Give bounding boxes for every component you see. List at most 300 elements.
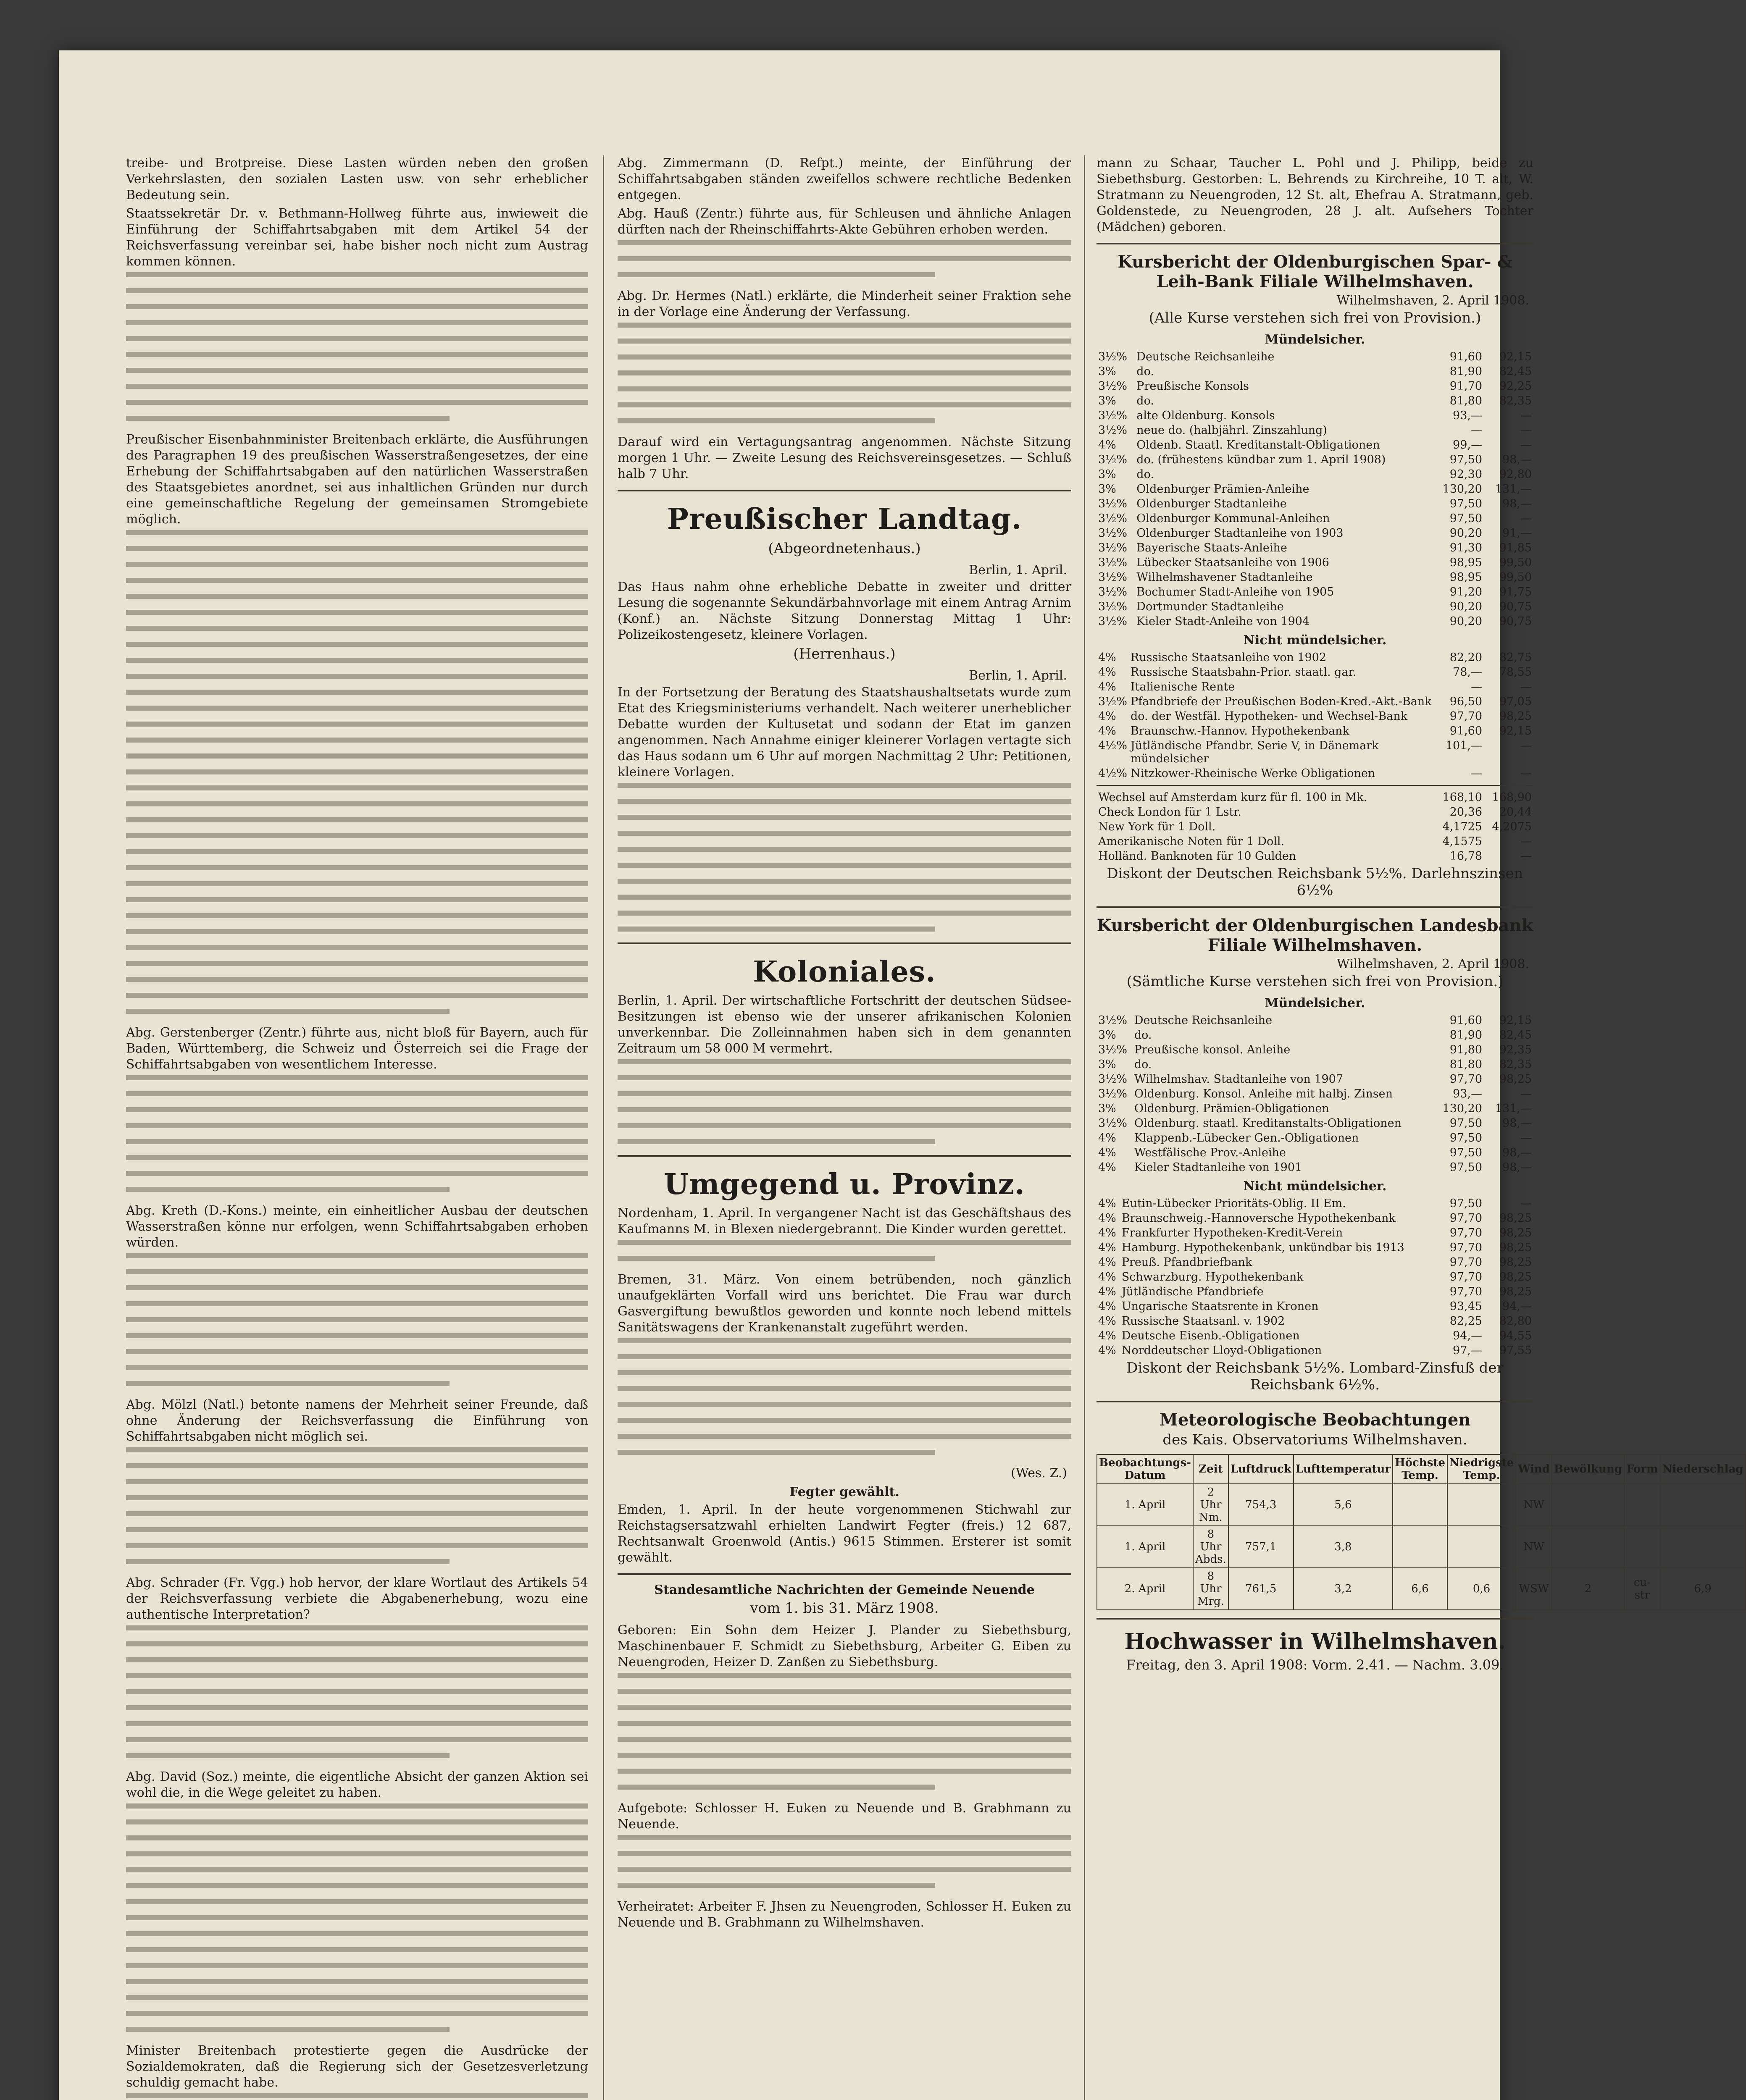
security-name-cell: Italienische Rente <box>1131 680 1235 693</box>
bid-price-cell: 168,10 <box>1442 791 1482 804</box>
subsection-heading: (Herrenhaus.) <box>793 646 896 662</box>
column-rule <box>1084 155 1085 2100</box>
bid-price-cell: 91,60 <box>1449 1014 1482 1027</box>
ask-price-cell: 98,25 <box>1499 1226 1532 1239</box>
article-paragraph: Abg. Schrader (Fr. Vgg.) hob hervor, der klare Wortlaut des Artikels 54 der Reichsverfassung verbiete die Abgabenerhebung, wozu eine authentische Interpretation? <box>126 1575 588 1622</box>
table-row <box>1097 1116 1533 1131</box>
weather-subtitle: des Kais. Observatoriums Wilhelmshaven. <box>1162 1431 1467 1448</box>
rate-cell: 4% <box>1098 1285 1116 1298</box>
bid-price-cell: 91,60 <box>1449 350 1482 363</box>
article-paragraph: Abg. Mölzl (Natl.) betonte namens der Mehrheit seiner Freunde, daß ohne Änderung der Reichsverfassung die Einführung von Schiffahrtsabgaben nicht möglich sei. <box>126 1397 588 1444</box>
weather-cell: 0,6 <box>1447 1568 1516 1610</box>
bid-price-cell: 78,— <box>1453 666 1482 679</box>
weather-column-header: Form <box>1624 1454 1660 1484</box>
weather-cell: 1. April <box>1097 1526 1193 1568</box>
security-name-cell: Frankfurter Hypotheken-Kredit-Verein <box>1121 1226 1343 1239</box>
registry-banns: Aufgebote: Schlosser H. Euken zu Neuende und B. Grabhmann zu Neuende. <box>618 1801 1071 1832</box>
ask-price-cell: 90,75 <box>1499 615 1532 628</box>
table-row <box>1097 526 1533 541</box>
rate-cell: 3½% <box>1098 409 1128 422</box>
source-signature: (Wes. Z.) <box>1011 1466 1067 1480</box>
weather-cell: 1. April <box>1097 1484 1193 1526</box>
table-row <box>1097 555 1533 570</box>
bid-price-cell: 81,80 <box>1449 394 1482 407</box>
bid-price-cell: 90,20 <box>1449 527 1482 540</box>
section-divider <box>1097 243 1533 244</box>
article-paragraph: Abg. Gerstenberger (Zentr.) führte aus, nicht bloß für Bayern, auch für Baden, Württemberg, die Schweiz und Österreich sei die Frage der Schiffahrtsabgaben von wesentlichem Interesse. <box>126 1025 588 1072</box>
table-row <box>1097 496 1533 511</box>
security-name-cell: Deutsche Reichsanleihe <box>1136 350 1275 363</box>
ask-price-cell: 78,55 <box>1499 666 1532 679</box>
ask-price-cell: 82,45 <box>1499 1029 1532 1042</box>
table-row <box>1097 1160 1533 1175</box>
table-row <box>1097 452 1533 467</box>
high-water-title: Hochwasser in Wilhelmshaven. <box>1124 1629 1506 1654</box>
article-paragraph: Minister Breitenbach protestierte gegen die Ausdrücke der Sozialdemokraten, daß die Regierung sich der Gesetzesverletzung schuldig gemacht habe. <box>126 2043 588 2090</box>
security-name-cell: Klappenb.-Lübecker Gen.-Obligationen <box>1134 1131 1359 1144</box>
bid-price-cell: 99,— <box>1453 438 1482 452</box>
table-row <box>1097 1343 1533 1358</box>
bid-price-cell: — <box>1471 424 1482 437</box>
security-name-cell: Preußische Konsols <box>1136 380 1249 393</box>
article-paragraph: Emden, 1. April. In der heute vorgenommenen Stichwahl zur Reichstagsersatzwahl erhielten Landwirt Fegter (freis.) 12 687, Rechtsanwalt Groenwold (Antis.) 9615 Stimmen. Ersterer ist somit gewählt. <box>618 1502 1071 1565</box>
table-row <box>1097 724 1533 738</box>
security-name-cell: do. <box>1134 1029 1152 1042</box>
rate-cell: 3½% <box>1098 1087 1128 1100</box>
bid-price-cell: 91,20 <box>1449 585 1482 598</box>
security-name-cell: Deutsche Eisenb.-Obligationen <box>1121 1329 1300 1342</box>
bid-price-cell: 93,— <box>1453 409 1482 422</box>
table-row <box>1097 1101 1533 1116</box>
article-paragraph: Preußischer Eisenbahnminister Breitenbach erklärte, die Ausführungen des Paragraphen 19 des preußischen Wasserstraßengesetzes, der eine Erhebung der Schiffahrtsabgaben auf den natürlichen Wasserstraßen des Staatsgebietes anordnet, sei aus inhaltlichen Gründen nur durch eine gemeinschaftliche Regelung der gemeinsamen Stromgebiete möglich. <box>126 432 588 527</box>
table-row <box>1097 680 1533 694</box>
rate-cell: 4% <box>1098 1146 1116 1159</box>
ask-price-cell: 98,25 <box>1499 1212 1532 1225</box>
ask-price-cell: 20,44 <box>1499 806 1532 819</box>
article-paragraph: treibe- und Brotpreise. Diese Lasten würden neben den großen Verkehrslasten, den sozialen Lasten usw. von sehr erheblicher Bedeutung sein. <box>126 156 588 202</box>
article-paragraph: Abg. Dr. Hermes (Natl.) erklärte, die Minderheit seiner Fraktion sehe in der Vorlage eine Änderung der Verfassung. <box>618 289 1071 319</box>
commission-note: (Alle Kurse verstehen sich frei von Provision.) <box>1149 310 1481 326</box>
table-row <box>1097 1087 1533 1101</box>
ask-price-cell: 90,75 <box>1499 600 1532 613</box>
table-row <box>1097 1284 1533 1299</box>
column-1 <box>126 155 588 2100</box>
security-name-cell: do. <box>1134 1058 1152 1071</box>
weather-cell <box>1552 1526 1624 1568</box>
table-row <box>1097 766 1533 781</box>
section-heading-landtag: Preußischer Landtag. <box>667 502 1022 536</box>
rate-cell: 4½% <box>1098 739 1128 752</box>
ask-price-cell: 92,15 <box>1499 1014 1532 1027</box>
security-name-cell: Holländ. Banknoten für 10 Gulden <box>1098 850 1296 863</box>
rate-cell: 3% <box>1098 1102 1116 1115</box>
security-name-cell: Pfandbriefe der Preußischen Boden-Kred.-Akt.-Bank <box>1131 695 1432 708</box>
rate-cell: 3% <box>1098 394 1116 407</box>
security-name-cell: Wilhelmshavener Stadtanleihe <box>1136 571 1313 584</box>
registry-births: Geboren: Ein Sohn dem Heizer J. Plander zu Siebethsburg, Maschinenbauer F. Schmidt zu Siebethsburg, Arbeiter G. Eiben zu Neuengroden, Heizer D. Zanßen zu Siebethsburg. <box>618 1623 1071 1670</box>
weather-cell: 757,1 <box>1228 1526 1294 1568</box>
bid-price-cell: 97,70 <box>1449 1270 1482 1284</box>
bid-price-cell: 97,70 <box>1449 1256 1482 1269</box>
table-row <box>1097 408 1533 423</box>
text-lines <box>126 1625 588 1758</box>
dateline: Berlin, 1. April. <box>969 563 1067 578</box>
rate-cell: 3½% <box>1098 1014 1128 1027</box>
security-name-cell: Kieler Stadt-Anleihe von 1904 <box>1136 615 1310 628</box>
bid-price-cell: 97,50 <box>1449 1117 1482 1130</box>
rate-cell: 4% <box>1098 1226 1116 1239</box>
bid-price-cell: 97,50 <box>1449 1146 1482 1159</box>
security-name-cell: Oldenburg. Konsol. Anleihe mit halbj. Zinsen <box>1134 1087 1393 1100</box>
table-row <box>1097 1028 1533 1042</box>
security-name-cell: Oldenburg. staatl. Kreditanstalts-Obligationen <box>1134 1117 1402 1130</box>
weather-cell <box>1660 1526 1746 1568</box>
ask-price-cell: — <box>1520 1197 1532 1210</box>
security-name-cell: Russische Staatsbahn-Prior. staatl. gar. <box>1131 666 1357 679</box>
weather-table <box>1097 1454 1746 1610</box>
ask-price-cell: — <box>1520 1087 1532 1100</box>
table-row <box>1097 1328 1533 1343</box>
ask-price-cell: 98,25 <box>1499 1256 1532 1269</box>
table-row <box>1097 1568 1746 1610</box>
security-name-cell: Hamburg. Hypothekenbank, unkündbar bis 1913 <box>1121 1241 1404 1254</box>
table-row <box>1097 1013 1533 1028</box>
table-section-heading: Nicht mündelsicher. <box>1243 1179 1387 1194</box>
ask-price-cell: 98,25 <box>1499 1241 1532 1254</box>
rates-table <box>1097 1196 1533 1358</box>
security-name-cell: Wechsel auf Amsterdam kurz für fl. 100 in Mk. <box>1098 791 1367 804</box>
newspaper-page <box>59 50 1743 2100</box>
ask-price-cell: 98,25 <box>1499 1285 1532 1298</box>
discount-note: Diskont der Reichsbank 5½%. Lombard-Zinsfuß der Reichsbank 6½%. <box>1126 1360 1504 1393</box>
bid-price-cell: 101,— <box>1445 739 1482 752</box>
section-divider <box>618 942 1071 944</box>
rate-cell: 4% <box>1098 710 1116 723</box>
table-row <box>1097 1484 1746 1526</box>
table-row <box>1097 819 1533 834</box>
rate-cell: 4% <box>1098 666 1116 679</box>
bid-price-cell: 16,78 <box>1449 850 1482 863</box>
weather-cell <box>1393 1526 1447 1568</box>
discount-note: Diskont der Deutschen Reichsbank 5½%. Darlehnszinsen 6½% <box>1107 865 1523 899</box>
ask-price-cell: 92,25 <box>1499 380 1532 393</box>
weather-cell: 6,9 <box>1660 1568 1746 1610</box>
table-row <box>1097 1526 1746 1568</box>
bid-price-cell: 90,20 <box>1449 600 1482 613</box>
ask-price-cell: — <box>1520 767 1532 780</box>
rate-cell: 3½% <box>1098 380 1128 393</box>
security-name-cell: Russische Staatsanl. v. 1902 <box>1121 1315 1285 1328</box>
bid-price-cell: 20,36 <box>1449 806 1482 819</box>
column-rule <box>603 155 604 2100</box>
table-row <box>1097 1042 1533 1057</box>
table-row <box>1097 614 1533 629</box>
rate-cell: 4% <box>1098 1270 1116 1284</box>
dateline: Berlin, 1. April. <box>969 668 1067 683</box>
column-3 <box>1097 155 1743 2100</box>
text-lines <box>126 2093 588 2100</box>
bid-price-cell: 97,50 <box>1449 1161 1482 1174</box>
section-heading-koloniales: Koloniales. <box>753 955 936 989</box>
table-row <box>1097 1211 1533 1226</box>
rates-table <box>1097 650 1533 781</box>
ask-price-cell: 82,75 <box>1499 651 1532 664</box>
weather-cell <box>1447 1526 1516 1568</box>
rate-cell: 3½% <box>1098 571 1128 584</box>
table-row <box>1097 364 1533 379</box>
bid-price-cell: 97,50 <box>1449 453 1482 466</box>
security-name-cell: Oldenburger Kommunal-Anleihen <box>1136 512 1330 525</box>
rate-cell: 4% <box>1098 438 1116 452</box>
table-row <box>1097 379 1533 394</box>
ask-price-cell: 82,45 <box>1499 365 1532 378</box>
bid-price-cell: — <box>1471 767 1482 780</box>
section-divider <box>1097 1401 1533 1402</box>
article-paragraph: Das Haus nahm ohne erhebliche Debatte in zweiter und dritter Lesung die sogenannte Sekundärbahnvorlage mit einem Antrag Arnim (Konf.) an. Nächste Sitzung Donnerstag Mittag 1 Uhr: Polizeikostengesetz, kleinere Vorlagen. <box>618 580 1071 642</box>
security-name-cell: Ungarische Staatsrente in Kronen <box>1121 1300 1319 1313</box>
bid-price-cell: 97,70 <box>1449 1241 1482 1254</box>
weather-cell: WSW <box>1516 1568 1552 1610</box>
rate-cell: 3% <box>1098 483 1116 496</box>
security-name-cell: Check London für 1 Lstr. <box>1098 806 1241 819</box>
ask-price-cell: 98,— <box>1502 453 1532 466</box>
table-row <box>1097 585 1533 599</box>
weather-cell: 761,5 <box>1228 1568 1294 1610</box>
table-row <box>1097 1255 1533 1270</box>
rate-cell: 3½% <box>1098 1117 1128 1130</box>
security-name-cell: Oldenburger Prämien-Anleihe <box>1136 483 1310 496</box>
table-row <box>1097 1226 1533 1240</box>
section-divider <box>618 490 1071 491</box>
registry-marriages: Verheiratet: Arbeiter F. Jhsen zu Neuengroden, Schlosser H. Euken zu Neuende und B. Grabhmann zu Wilhelmshaven. <box>618 1899 1071 1930</box>
ask-price-cell: 91,85 <box>1499 541 1532 554</box>
ask-price-cell: 4,2075 <box>1492 820 1532 833</box>
bid-price-cell: 81,90 <box>1449 1029 1482 1042</box>
weather-column-header: Niederschlag <box>1660 1454 1746 1484</box>
table-row <box>1097 805 1533 819</box>
table-section-heading: Mündelsicher. <box>1265 332 1365 347</box>
weather-column-header: Lufttemperatur <box>1294 1454 1393 1484</box>
security-name-cell: Norddeutscher Lloyd-Obligationen <box>1121 1344 1322 1357</box>
rate-cell: 3½% <box>1098 615 1128 628</box>
table-row <box>1097 1270 1533 1284</box>
rate-cell: 4% <box>1098 1256 1116 1269</box>
subheading-standesamt: Standesamtliche Nachrichten der Gemeinde Neuende <box>654 1583 1035 1597</box>
bid-price-cell: 97,70 <box>1449 1073 1482 1086</box>
security-name-cell: Oldenb. Staatl. Kreditanstalt-Obligationen <box>1136 438 1380 452</box>
table-row <box>1097 665 1533 680</box>
ask-price-cell: 94,— <box>1502 1300 1532 1313</box>
dateline: Wilhelmshaven, 2. April 1908. <box>1336 293 1529 308</box>
section-divider <box>1097 906 1533 908</box>
bid-price-cell: 97,50 <box>1449 1197 1482 1210</box>
ask-price-cell: 98,25 <box>1499 1073 1532 1086</box>
text-lines <box>618 240 1071 277</box>
weather-cell <box>1393 1484 1447 1526</box>
security-name-cell: Oldenburg. Prämien-Obligationen <box>1134 1102 1329 1115</box>
weather-cell: 8 Uhr Mrg. <box>1193 1568 1228 1610</box>
table-row <box>1097 1057 1533 1072</box>
text-lines <box>618 1835 1071 1888</box>
weather-cell <box>1447 1484 1516 1526</box>
ask-price-cell: 98,25 <box>1499 1270 1532 1284</box>
text-lines <box>126 1253 588 1386</box>
rate-cell: 3% <box>1098 1058 1116 1071</box>
security-name-cell: Kieler Stadtanleihe von 1901 <box>1134 1161 1302 1174</box>
ask-price-cell: — <box>1520 512 1532 525</box>
subheading-date-range: vom 1. bis 31. März 1908. <box>750 1600 939 1617</box>
ask-price-cell: — <box>1520 424 1532 437</box>
security-name-cell: Braunschw.-Hannov. Hypothekenbank <box>1131 724 1349 738</box>
ask-price-cell: — <box>1520 835 1532 848</box>
ask-price-cell: 82,80 <box>1499 1315 1532 1328</box>
rate-cell: 3½% <box>1098 424 1128 437</box>
registry-continuation: mann zu Schaar, Taucher L. Pohl und J. Philipp, beide zu Siebethsburg. Gestorben: L. Behrends zu Kirchreihe, 10 T. alt, W. Stratmann zu Neuengroden, 12 St. alt, Ehefrau A. Stratmann, geb. Goldenstede, zu Neuengroden, 28 J. alt. Aufsehers Tochter (Mädchen) geboren. <box>1097 156 1533 234</box>
security-name-cell: Braunschweig.-Hannoversche Hypothekenbank <box>1121 1212 1396 1225</box>
weather-cell: 2 <box>1552 1568 1624 1610</box>
bid-price-cell: 82,20 <box>1449 651 1482 664</box>
ask-price-cell: 131,— <box>1495 1102 1532 1115</box>
security-name-cell: do. der Westfäl. Hypotheken- und Wechsel-Bank <box>1131 710 1408 723</box>
rate-cell: 3½% <box>1098 512 1128 525</box>
bid-price-cell: 96,50 <box>1449 695 1482 708</box>
article-paragraph: Bremen, 31. März. Von einem betrübenden, noch gänzlich unaufgeklärten Vorfall wird uns berichtet. Die Frau war durch Gasvergiftung bewußtlos geworden und konnte noch lebend mittels Sanitätswagens der Krankenanstalt zugeführt werden. <box>618 1272 1071 1335</box>
column-2 <box>618 155 1071 2100</box>
table-row <box>1097 694 1533 709</box>
security-name-cell: neue do. (halbjährl. Zinszahlung) <box>1136 424 1327 437</box>
weather-column-header: Niedrigste Temp. <box>1447 1454 1516 1484</box>
bid-price-cell: 92,30 <box>1449 468 1482 481</box>
subsection-heading: (Abgeordnetenhaus.) <box>768 540 921 557</box>
table-row <box>1097 423 1533 438</box>
rate-cell: 3% <box>1098 1029 1116 1042</box>
security-name-cell: Bayerische Staats-Anleihe <box>1136 541 1287 554</box>
ask-price-cell: 91,75 <box>1499 585 1532 598</box>
ask-price-cell: 98,— <box>1502 1146 1532 1159</box>
rate-cell: 3½% <box>1098 600 1128 613</box>
rate-cell: 3½% <box>1098 453 1128 466</box>
table-row <box>1097 1299 1533 1314</box>
table-row <box>1097 599 1533 614</box>
table-row <box>1097 394 1533 408</box>
security-name-cell: Bochumer Stadt-Anleihe von 1905 <box>1136 585 1334 598</box>
bid-price-cell: 81,80 <box>1449 1058 1482 1071</box>
bid-price-cell: 93,— <box>1453 1087 1482 1100</box>
ask-price-cell: — <box>1520 850 1532 863</box>
table-row <box>1097 1314 1533 1328</box>
article-paragraph: Abg. David (Soz.) meinte, die eigentliche Absicht der ganzen Aktion sei wohl die, in die Wege geleitet zu haben. <box>126 1769 588 1800</box>
ask-price-cell: 82,35 <box>1499 1058 1532 1071</box>
weather-column-header: Luftdruck <box>1228 1454 1294 1484</box>
weather-cell: 6,6 <box>1393 1568 1447 1610</box>
ask-price-cell: 82,35 <box>1499 394 1532 407</box>
table-row <box>1097 467 1533 482</box>
table-row <box>1097 650 1533 665</box>
rate-cell: 3½% <box>1098 556 1128 569</box>
ask-price-cell: 99,50 <box>1499 556 1532 569</box>
bid-price-cell: 93,45 <box>1449 1300 1482 1313</box>
section-divider <box>618 1155 1071 1157</box>
security-name-cell: Eutin-Lübecker Prioritäts-Oblig. II Em. <box>1121 1197 1346 1210</box>
ask-price-cell: — <box>1520 409 1532 422</box>
text-lines <box>618 1673 1071 1790</box>
table-row <box>1097 709 1533 724</box>
article-paragraph: Abg. Hauß (Zentr.) führte aus, für Schleusen und ähnliche Anlagen dürften nach der Rheinschiffahrts-Akte Gebühren erhoben werden. <box>618 206 1071 237</box>
bank-report-title: Kursbericht der Oldenburgischen Landesbank Filiale Wilhelmshaven. <box>1097 916 1533 955</box>
rate-cell: 3½% <box>1098 497 1128 510</box>
rate-cell: 3½% <box>1098 541 1128 554</box>
ask-price-cell: 98,— <box>1502 1117 1532 1130</box>
table-row <box>1097 570 1533 585</box>
table-row <box>1097 849 1533 864</box>
text-lines <box>126 272 588 421</box>
security-name-cell: do. (frühestens kündbar zum 1. April 1908) <box>1136 453 1386 466</box>
weather-column-header: Bewölkung <box>1552 1454 1624 1484</box>
ask-price-cell: — <box>1520 739 1532 752</box>
rate-cell: 4% <box>1098 1161 1116 1174</box>
table-row <box>1097 738 1533 766</box>
ask-price-cell: 98,— <box>1502 1161 1532 1174</box>
ask-price-cell: 92,15 <box>1499 350 1532 363</box>
bid-price-cell: 81,90 <box>1449 365 1482 378</box>
table-row <box>1097 1240 1533 1255</box>
rates-table <box>1097 1013 1533 1175</box>
ask-price-cell: — <box>1520 438 1532 452</box>
rate-cell: 3% <box>1098 468 1116 481</box>
text-lines <box>126 1447 588 1564</box>
bid-price-cell: 97,— <box>1453 1344 1482 1357</box>
security-name-cell: New York für 1 Doll. <box>1098 820 1216 833</box>
security-name-cell: Wilhelmshav. Stadtanleihe von 1907 <box>1134 1073 1344 1086</box>
table-section-heading: Mündelsicher. <box>1265 996 1365 1011</box>
bid-price-cell: 91,30 <box>1449 541 1482 554</box>
bid-price-cell: 97,70 <box>1449 710 1482 723</box>
text-lines <box>126 530 588 1014</box>
rate-cell: 3½% <box>1098 585 1128 598</box>
table-row <box>1097 1072 1533 1087</box>
ask-price-cell: 98,— <box>1502 497 1532 510</box>
rate-cell: 4% <box>1098 1300 1116 1313</box>
ask-price-cell: 131,— <box>1495 483 1532 496</box>
bid-price-cell: — <box>1471 680 1482 693</box>
section-divider <box>1097 1618 1533 1620</box>
rate-cell: 4% <box>1098 680 1116 693</box>
ask-price-cell: 99,50 <box>1499 571 1532 584</box>
weather-cell: 2 Uhr Nm. <box>1193 1484 1228 1526</box>
ask-price-cell: 92,15 <box>1499 724 1532 738</box>
ask-price-cell: 91,— <box>1502 527 1532 540</box>
exchange-table <box>1097 790 1533 864</box>
rate-cell: 3½% <box>1098 695 1128 708</box>
article-paragraph: Berlin, 1. April. Der wirtschaftliche Fortschritt der deutschen Südsee-Besitzungen ist ebenso wie der unserer afrikanischen Kolonien unverkennbar. Die Zolleinnahmen haben sich in dem genannten Zeitraum um 58 000 M vermehrt. <box>618 993 1071 1056</box>
weather-cell: NW <box>1516 1526 1552 1568</box>
table-row <box>1097 1131 1533 1145</box>
bid-price-cell: 130,20 <box>1442 1102 1482 1115</box>
bank-report-title: Kursbericht der Oldenburgischen Spar- & Leih-Bank Filiale Wilhelmshaven. <box>1118 252 1512 291</box>
commission-note: (Sämtliche Kurse verstehen sich frei von Provision.) <box>1126 973 1504 990</box>
security-name-cell: Lübecker Staatsanleihe von 1906 <box>1136 556 1329 569</box>
security-name-cell: alte Oldenburg. Konsols <box>1136 409 1275 422</box>
table-section-heading: Nicht mündelsicher. <box>1243 633 1387 648</box>
ask-price-cell: 92,35 <box>1499 1043 1532 1056</box>
article-paragraph: Abg. Zimmermann (D. Refpt.) meinte, der Einführung der Schiffahrtsabgaben ständen zweifellos schwere rechtliche Bedenken entgegen. <box>618 156 1071 202</box>
rate-cell: 4% <box>1098 1315 1116 1328</box>
text-lines <box>126 1803 588 2032</box>
bid-price-cell: 90,20 <box>1449 615 1482 628</box>
ask-price-cell: 168,90 <box>1492 791 1532 804</box>
bid-price-cell: 98,95 <box>1449 571 1482 584</box>
rate-cell: 4% <box>1098 1344 1116 1357</box>
